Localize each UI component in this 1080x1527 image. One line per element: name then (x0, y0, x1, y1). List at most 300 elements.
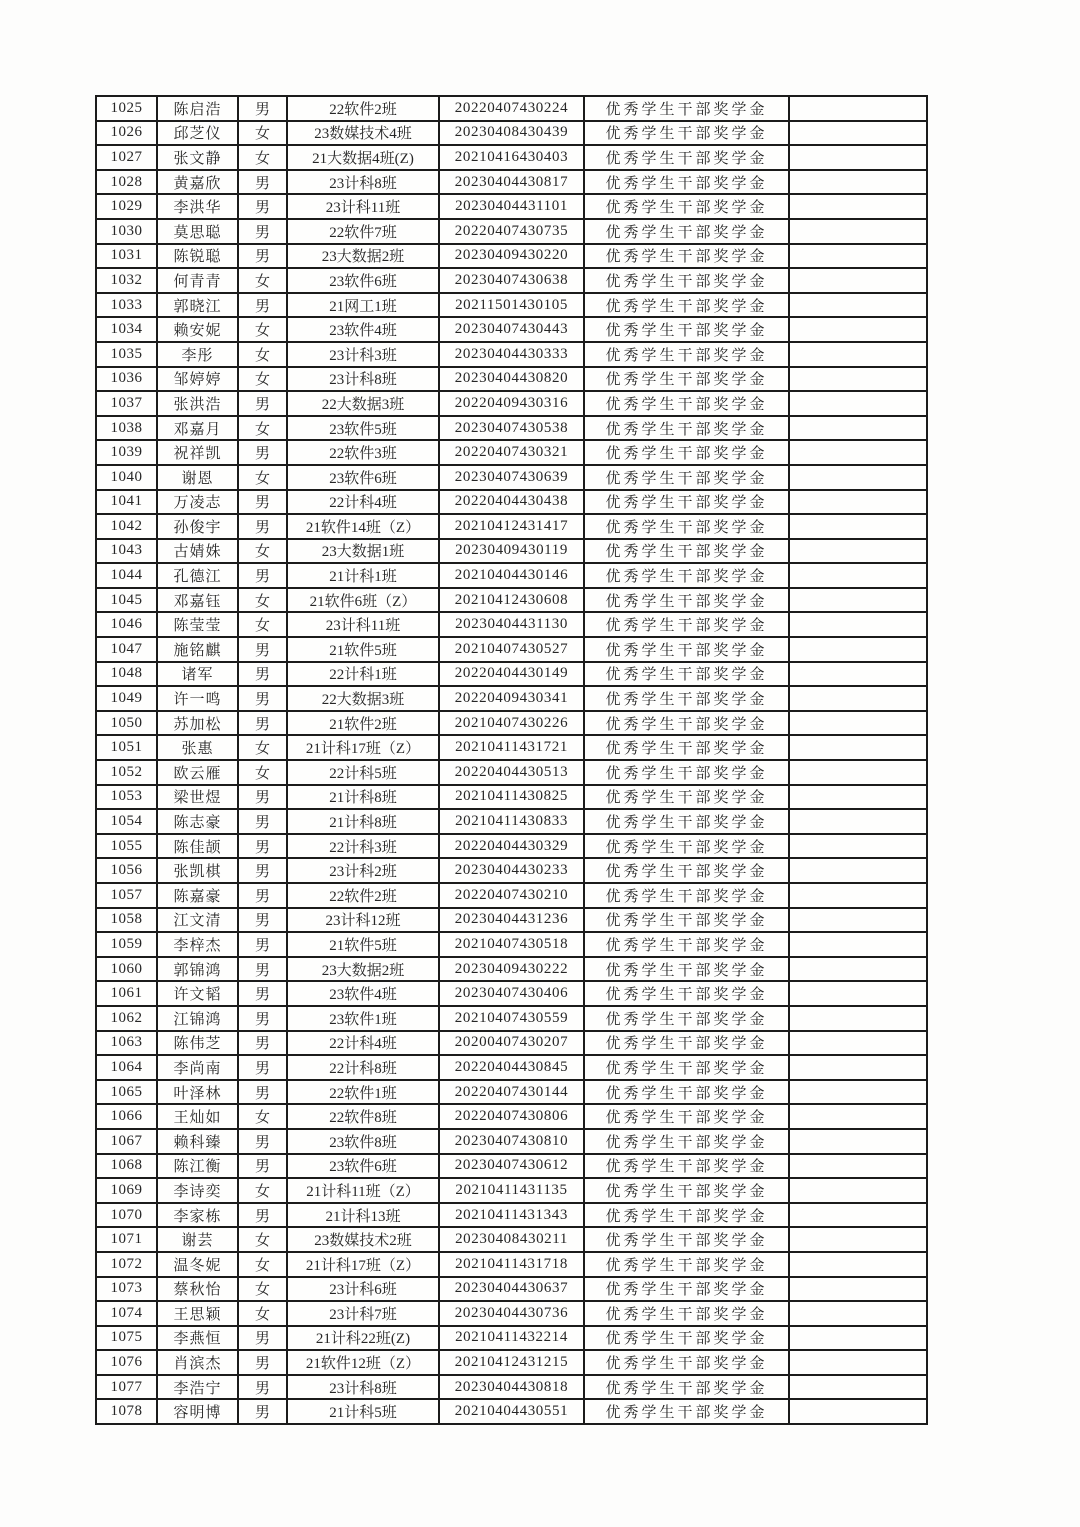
note-cell (789, 735, 927, 760)
student-id-cell: 20210416430403 (439, 145, 584, 170)
row-number-cell: 1076 (96, 1350, 157, 1375)
student-name-cell: 李家栋 (157, 1203, 238, 1228)
table-row (96, 1252, 927, 1277)
student-name-cell: 诸军 (157, 662, 238, 687)
gender-cell: 男 (238, 1375, 287, 1400)
row-number-cell: 1029 (96, 194, 157, 219)
gender-cell: 男 (238, 514, 287, 539)
student-name-cell: 张文静 (157, 145, 238, 170)
row-number-cell: 1049 (96, 686, 157, 711)
award-name-cell: 优秀学生干部奖学金 (584, 981, 789, 1006)
award-name-cell: 优秀学生干部奖学金 (584, 96, 789, 121)
class-cell: 23软件5班 (287, 416, 439, 441)
note-cell (789, 514, 927, 539)
student-name-cell: 李梓杰 (157, 932, 238, 957)
row-number-cell: 1074 (96, 1301, 157, 1326)
award-name-cell: 优秀学生干部奖学金 (584, 883, 789, 908)
student-name-cell: 江锦鸿 (157, 1006, 238, 1031)
table-row (96, 1326, 927, 1351)
student-id-cell: 20210407430226 (439, 711, 584, 736)
award-name-cell: 优秀学生干部奖学金 (584, 1350, 789, 1375)
student-name-cell: 陈江衡 (157, 1154, 238, 1179)
student-id-cell: 20220407430210 (439, 883, 584, 908)
student-id-cell: 20230407430538 (439, 416, 584, 441)
row-number-cell: 1063 (96, 1031, 157, 1056)
student-id-cell: 20210411431718 (439, 1252, 584, 1277)
table-row (96, 1080, 927, 1105)
award-name-cell: 优秀学生干部奖学金 (584, 908, 789, 933)
student-name-cell: 陈伟芝 (157, 1031, 238, 1056)
table-row (96, 588, 927, 613)
gender-cell: 女 (238, 1252, 287, 1277)
student-id-cell: 20210411432214 (439, 1326, 584, 1351)
student-name-cell: 何青青 (157, 268, 238, 293)
row-number-cell: 1075 (96, 1326, 157, 1351)
student-id-cell: 20220407430321 (439, 440, 584, 465)
row-number-cell: 1039 (96, 440, 157, 465)
class-cell: 21计科13班 (287, 1203, 439, 1228)
class-cell: 23计科12班 (287, 908, 439, 933)
student-id-cell: 20220404430513 (439, 760, 584, 785)
table-row (96, 293, 927, 318)
table-row (96, 908, 927, 933)
note-cell (789, 1129, 927, 1154)
award-name-cell: 优秀学生干部奖学金 (584, 539, 789, 564)
award-name-cell: 优秀学生干部奖学金 (584, 612, 789, 637)
row-number-cell: 1077 (96, 1375, 157, 1400)
row-number-cell: 1059 (96, 932, 157, 957)
note-cell (789, 981, 927, 1006)
student-name-cell: 许一鸣 (157, 686, 238, 711)
gender-cell: 男 (238, 981, 287, 1006)
student-id-cell: 20210411431343 (439, 1203, 584, 1228)
table-row (96, 440, 927, 465)
award-name-cell: 优秀学生干部奖学金 (584, 1006, 789, 1031)
table-row (96, 1227, 927, 1252)
row-number-cell: 1036 (96, 367, 157, 392)
student-name-cell: 张惠 (157, 735, 238, 760)
gender-cell: 男 (238, 785, 287, 810)
student-id-cell: 20210411431135 (439, 1178, 584, 1203)
gender-cell: 男 (238, 809, 287, 834)
gender-cell: 女 (238, 1104, 287, 1129)
note-cell (789, 1326, 927, 1351)
table-row (96, 194, 927, 219)
student-id-cell: 20230404430333 (439, 342, 584, 367)
table-row (96, 981, 927, 1006)
row-number-cell: 1048 (96, 662, 157, 687)
award-name-cell: 优秀学生干部奖学金 (584, 367, 789, 392)
gender-cell: 男 (238, 1031, 287, 1056)
note-cell (789, 686, 927, 711)
student-name-cell: 王灿如 (157, 1104, 238, 1129)
note-cell (789, 1154, 927, 1179)
table-row (96, 1301, 927, 1326)
table-row (96, 1375, 927, 1400)
row-number-cell: 1041 (96, 490, 157, 515)
note-cell (789, 391, 927, 416)
note-cell (789, 1055, 927, 1080)
table-row (96, 1055, 927, 1080)
note-cell (789, 367, 927, 392)
table-row (96, 711, 927, 736)
gender-cell: 女 (238, 367, 287, 392)
student-id-cell: 20230408430211 (439, 1227, 584, 1252)
note-cell (789, 563, 927, 588)
award-name-cell: 优秀学生干部奖学金 (584, 145, 789, 170)
award-name-cell: 优秀学生干部奖学金 (584, 1203, 789, 1228)
note-cell (789, 121, 927, 146)
student-name-cell: 谢芸 (157, 1227, 238, 1252)
class-cell: 22计科8班 (287, 1055, 439, 1080)
student-id-cell: 20230407430638 (439, 268, 584, 293)
student-id-cell: 20230408430439 (439, 121, 584, 146)
gender-cell: 男 (238, 1154, 287, 1179)
row-number-cell: 1027 (96, 145, 157, 170)
class-cell: 22软件2班 (287, 883, 439, 908)
student-id-cell: 20220407430224 (439, 96, 584, 121)
student-id-cell: 20230409430119 (439, 539, 584, 564)
gender-cell: 男 (238, 194, 287, 219)
award-name-cell: 优秀学生干部奖学金 (584, 957, 789, 982)
student-id-cell: 20210411431721 (439, 735, 584, 760)
gender-cell: 男 (238, 711, 287, 736)
class-cell: 23软件6班 (287, 465, 439, 490)
row-number-cell: 1067 (96, 1129, 157, 1154)
student-name-cell: 施铭麒 (157, 637, 238, 662)
gender-cell: 男 (238, 662, 287, 687)
row-number-cell: 1026 (96, 121, 157, 146)
gender-cell: 男 (238, 1129, 287, 1154)
class-cell: 23数媒技术4班 (287, 121, 439, 146)
class-cell: 23计科2班 (287, 858, 439, 883)
student-id-cell: 20210404430146 (439, 563, 584, 588)
award-name-cell: 优秀学生干部奖学金 (584, 785, 789, 810)
table-row (96, 465, 927, 490)
gender-cell: 女 (238, 317, 287, 342)
award-name-cell: 优秀学生干部奖学金 (584, 711, 789, 736)
row-number-cell: 1065 (96, 1080, 157, 1105)
row-number-cell: 1053 (96, 785, 157, 810)
gender-cell: 男 (238, 637, 287, 662)
student-name-cell: 江文清 (157, 908, 238, 933)
table-row (96, 416, 927, 441)
student-name-cell: 梁世煜 (157, 785, 238, 810)
class-cell: 21计科8班 (287, 785, 439, 810)
student-name-cell: 孔德江 (157, 563, 238, 588)
class-cell: 22软件8班 (287, 1104, 439, 1129)
table-row (96, 563, 927, 588)
student-name-cell: 李浩宁 (157, 1375, 238, 1400)
student-id-cell: 20220407430144 (439, 1080, 584, 1105)
award-name-cell: 优秀学生干部奖学金 (584, 490, 789, 515)
class-cell: 21计科17班（Z） (287, 735, 439, 760)
row-number-cell: 1040 (96, 465, 157, 490)
award-name-cell: 优秀学生干部奖学金 (584, 1252, 789, 1277)
award-name-cell: 优秀学生干部奖学金 (584, 194, 789, 219)
table-row (96, 932, 927, 957)
class-cell: 22计科4班 (287, 490, 439, 515)
table-row (96, 317, 927, 342)
row-number-cell: 1069 (96, 1178, 157, 1203)
row-number-cell: 1052 (96, 760, 157, 785)
row-number-cell: 1054 (96, 809, 157, 834)
award-name-cell: 优秀学生干部奖学金 (584, 317, 789, 342)
gender-cell: 男 (238, 1055, 287, 1080)
row-number-cell: 1060 (96, 957, 157, 982)
row-number-cell: 1070 (96, 1203, 157, 1228)
gender-cell: 男 (238, 293, 287, 318)
student-name-cell: 王思颖 (157, 1301, 238, 1326)
student-name-cell: 肖滨杰 (157, 1350, 238, 1375)
student-name-cell: 容明博 (157, 1399, 238, 1424)
gender-cell: 男 (238, 834, 287, 859)
table-row (96, 957, 927, 982)
student-id-cell: 20211501430105 (439, 293, 584, 318)
gender-cell: 男 (238, 391, 287, 416)
row-number-cell: 1051 (96, 735, 157, 760)
student-name-cell: 祝祥凯 (157, 440, 238, 465)
note-cell (789, 1277, 927, 1302)
table-row (96, 735, 927, 760)
note-cell (789, 490, 927, 515)
student-id-cell: 20230404430233 (439, 858, 584, 883)
gender-cell: 男 (238, 1080, 287, 1105)
table-row (96, 809, 927, 834)
row-number-cell: 1073 (96, 1277, 157, 1302)
class-cell: 22软件3班 (287, 440, 439, 465)
table-row (96, 342, 927, 367)
student-name-cell: 谢恩 (157, 465, 238, 490)
award-name-cell: 优秀学生干部奖学金 (584, 391, 789, 416)
table-row (96, 1203, 927, 1228)
student-name-cell: 黄嘉欣 (157, 170, 238, 195)
award-name-cell: 优秀学生干部奖学金 (584, 1399, 789, 1424)
class-cell: 23计科8班 (287, 1375, 439, 1400)
table-row (96, 858, 927, 883)
note-cell (789, 1301, 927, 1326)
student-id-cell: 20210407430527 (439, 637, 584, 662)
student-name-cell: 陈莹莹 (157, 612, 238, 637)
gender-cell: 男 (238, 1006, 287, 1031)
award-name-cell: 优秀学生干部奖学金 (584, 563, 789, 588)
table-row (96, 637, 927, 662)
table-row (96, 514, 927, 539)
gender-cell: 女 (238, 1277, 287, 1302)
note-cell (789, 785, 927, 810)
table-row (96, 1350, 927, 1375)
student-id-cell: 20230407430406 (439, 981, 584, 1006)
student-id-cell: 20230404430820 (439, 367, 584, 392)
note-cell (789, 342, 927, 367)
note-cell (789, 662, 927, 687)
gender-cell: 男 (238, 957, 287, 982)
award-name-cell: 优秀学生干部奖学金 (584, 1227, 789, 1252)
student-name-cell: 李诗奕 (157, 1178, 238, 1203)
award-name-cell: 优秀学生干部奖学金 (584, 293, 789, 318)
note-cell (789, 1006, 927, 1031)
class-cell: 21计科22班(Z) (287, 1326, 439, 1351)
table-row (96, 145, 927, 170)
student-name-cell: 李洪华 (157, 194, 238, 219)
student-name-cell: 邱芝仪 (157, 121, 238, 146)
note-cell (789, 637, 927, 662)
note-cell (789, 244, 927, 269)
student-name-cell: 郭晓江 (157, 293, 238, 318)
student-id-cell: 20230407430612 (439, 1154, 584, 1179)
note-cell (789, 96, 927, 121)
class-cell: 23软件4班 (287, 981, 439, 1006)
note-cell (789, 416, 927, 441)
award-name-cell: 优秀学生干部奖学金 (584, 1178, 789, 1203)
note-cell (789, 1080, 927, 1105)
student-name-cell: 陈嘉豪 (157, 883, 238, 908)
row-number-cell: 1058 (96, 908, 157, 933)
note-cell (789, 711, 927, 736)
gender-cell: 男 (238, 1399, 287, 1424)
note-cell (789, 883, 927, 908)
award-name-cell: 优秀学生干部奖学金 (584, 440, 789, 465)
student-id-cell: 20230409430220 (439, 244, 584, 269)
table-row (96, 883, 927, 908)
note-cell (789, 1399, 927, 1424)
table-row (96, 367, 927, 392)
table-row (96, 760, 927, 785)
note-cell (789, 1375, 927, 1400)
gender-cell: 女 (238, 416, 287, 441)
table-row (96, 834, 927, 859)
class-cell: 23软件1班 (287, 1006, 439, 1031)
gender-cell: 女 (238, 539, 287, 564)
row-number-cell: 1045 (96, 588, 157, 613)
gender-cell: 女 (238, 145, 287, 170)
row-number-cell: 1050 (96, 711, 157, 736)
class-cell: 23大数据2班 (287, 244, 439, 269)
row-number-cell: 1047 (96, 637, 157, 662)
note-cell (789, 1031, 927, 1056)
note-cell (789, 1203, 927, 1228)
student-name-cell: 蔡秋怡 (157, 1277, 238, 1302)
class-cell: 21计科8班 (287, 809, 439, 834)
student-name-cell: 孙俊宇 (157, 514, 238, 539)
table-row (96, 1399, 927, 1424)
table-row (96, 686, 927, 711)
award-name-cell: 优秀学生干部奖学金 (584, 760, 789, 785)
row-number-cell: 1028 (96, 170, 157, 195)
note-cell (789, 539, 927, 564)
student-id-cell: 20210407430559 (439, 1006, 584, 1031)
table-row (96, 1031, 927, 1056)
class-cell: 23计科3班 (287, 342, 439, 367)
student-id-cell: 20220407430806 (439, 1104, 584, 1129)
table-row (96, 391, 927, 416)
note-cell (789, 834, 927, 859)
class-cell: 23软件8班 (287, 1129, 439, 1154)
award-name-cell: 优秀学生干部奖学金 (584, 588, 789, 613)
student-name-cell: 古婧姝 (157, 539, 238, 564)
table-row (96, 785, 927, 810)
gender-cell: 男 (238, 883, 287, 908)
student-name-cell: 莫思聪 (157, 219, 238, 244)
table-row (96, 1129, 927, 1154)
gender-cell: 男 (238, 1350, 287, 1375)
student-id-cell: 20220404430149 (439, 662, 584, 687)
class-cell: 23计科8班 (287, 367, 439, 392)
class-cell: 21计科11班（Z） (287, 1178, 439, 1203)
note-cell (789, 170, 927, 195)
student-name-cell: 苏加松 (157, 711, 238, 736)
row-number-cell: 1031 (96, 244, 157, 269)
row-number-cell: 1062 (96, 1006, 157, 1031)
student-id-cell: 20220404430438 (439, 490, 584, 515)
row-number-cell: 1057 (96, 883, 157, 908)
gender-cell: 男 (238, 1203, 287, 1228)
award-name-cell: 优秀学生干部奖学金 (584, 514, 789, 539)
student-id-cell: 20230409430222 (439, 957, 584, 982)
award-name-cell: 优秀学生干部奖学金 (584, 834, 789, 859)
gender-cell: 女 (238, 268, 287, 293)
table-row (96, 268, 927, 293)
note-cell (789, 465, 927, 490)
note-cell (789, 1178, 927, 1203)
table-row (96, 1006, 927, 1031)
row-number-cell: 1068 (96, 1154, 157, 1179)
class-cell: 23计科8班 (287, 170, 439, 195)
row-number-cell: 1034 (96, 317, 157, 342)
row-number-cell: 1035 (96, 342, 157, 367)
note-cell (789, 809, 927, 834)
student-name-cell: 邹婷婷 (157, 367, 238, 392)
student-id-cell: 20230404430818 (439, 1375, 584, 1400)
student-name-cell: 陈启浩 (157, 96, 238, 121)
student-name-cell: 陈锐聪 (157, 244, 238, 269)
gender-cell: 男 (238, 932, 287, 957)
student-name-cell: 欧云雁 (157, 760, 238, 785)
award-name-cell: 优秀学生干部奖学金 (584, 465, 789, 490)
note-cell (789, 957, 927, 982)
award-name-cell: 优秀学生干部奖学金 (584, 809, 789, 834)
row-number-cell: 1042 (96, 514, 157, 539)
award-name-cell: 优秀学生干部奖学金 (584, 1031, 789, 1056)
student-name-cell: 郭锦鸿 (157, 957, 238, 982)
table-row (96, 121, 927, 146)
class-cell: 21软件6班（Z） (287, 588, 439, 613)
student-id-cell: 20220409430341 (439, 686, 584, 711)
class-cell: 21软件14班（Z） (287, 514, 439, 539)
student-name-cell: 李彤 (157, 342, 238, 367)
class-cell: 23计科11班 (287, 194, 439, 219)
class-cell: 22软件1班 (287, 1080, 439, 1105)
note-cell (789, 1252, 927, 1277)
award-name-cell: 优秀学生干部奖学金 (584, 1277, 789, 1302)
student-name-cell: 万凌志 (157, 490, 238, 515)
award-name-cell: 优秀学生干部奖学金 (584, 858, 789, 883)
row-number-cell: 1061 (96, 981, 157, 1006)
student-name-cell: 邓嘉钰 (157, 588, 238, 613)
student-name-cell: 李燕恒 (157, 1326, 238, 1351)
student-id-cell: 20210407430518 (439, 932, 584, 957)
gender-cell: 男 (238, 440, 287, 465)
award-name-cell: 优秀学生干部奖学金 (584, 1326, 789, 1351)
student-id-cell: 20210411430833 (439, 809, 584, 834)
class-cell: 22计科3班 (287, 834, 439, 859)
class-cell: 23计科7班 (287, 1301, 439, 1326)
table-row (96, 96, 927, 121)
class-cell: 22软件7班 (287, 219, 439, 244)
row-number-cell: 1072 (96, 1252, 157, 1277)
award-name-cell: 优秀学生干部奖学金 (584, 1301, 789, 1326)
note-cell (789, 1350, 927, 1375)
